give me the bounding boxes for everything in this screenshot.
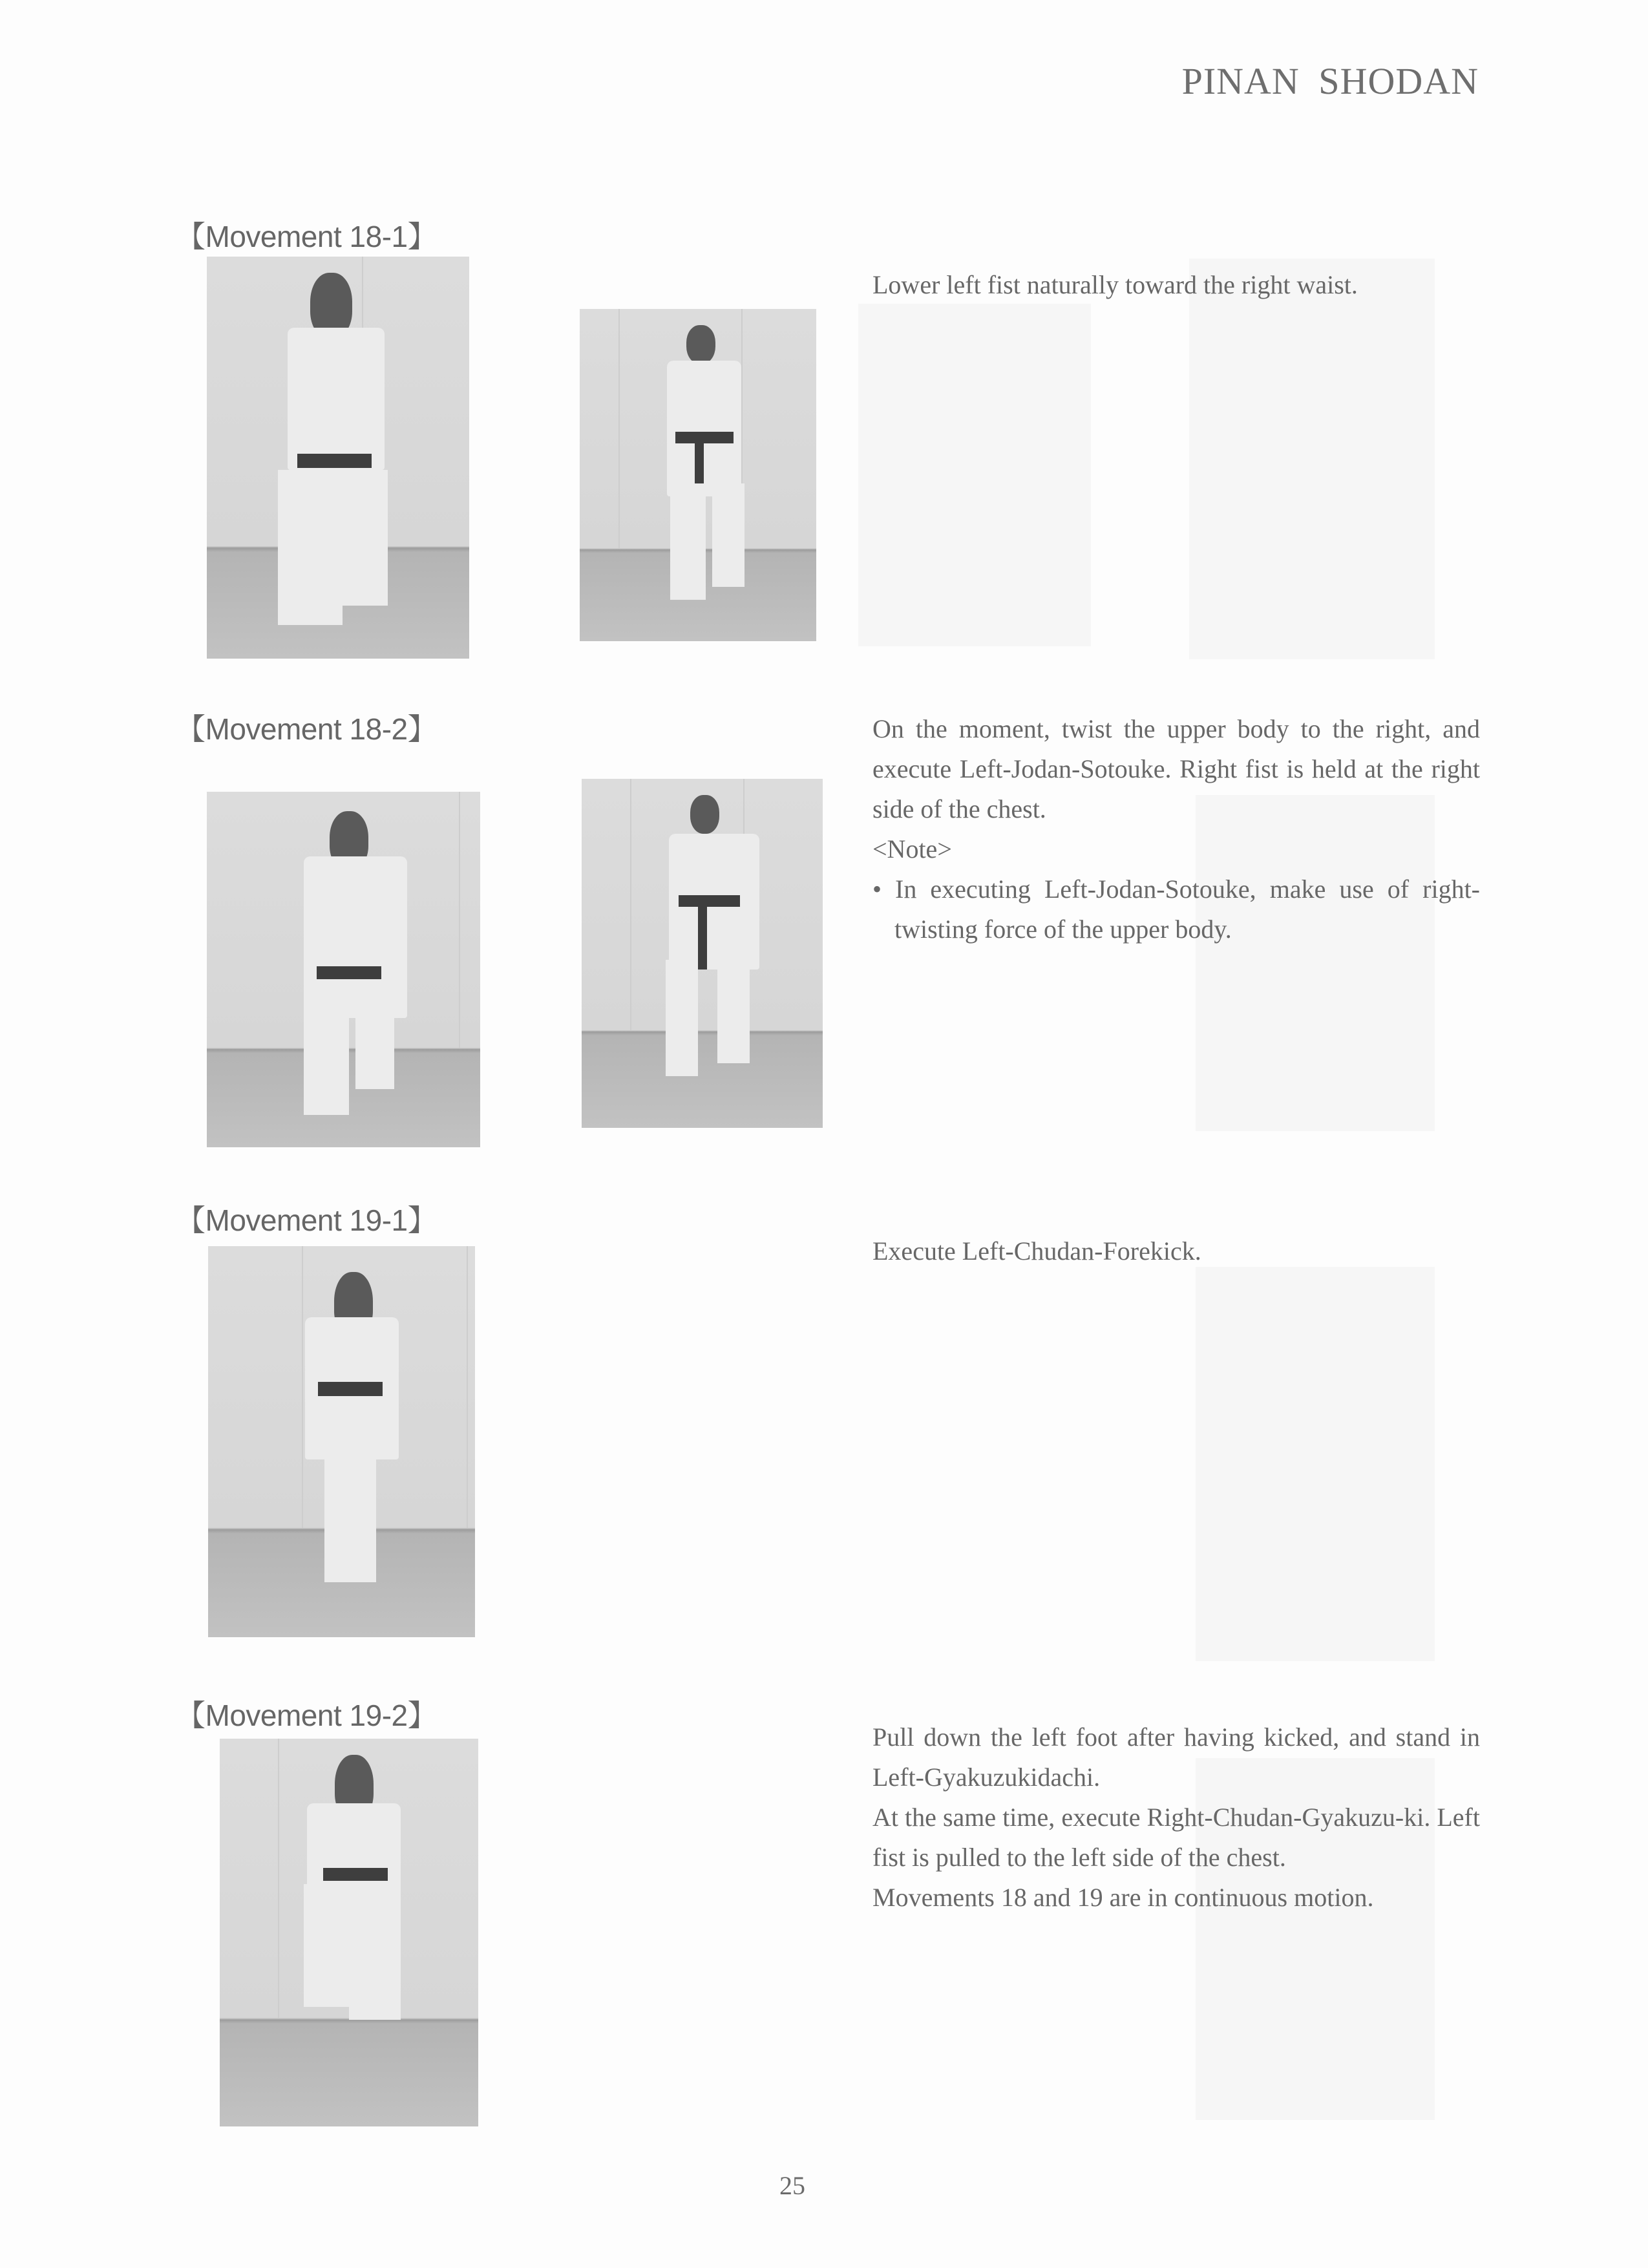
photo-back-view: [208, 1246, 475, 1637]
movement-description: [872, 265, 1480, 305]
photo-front-view: [580, 309, 816, 641]
movement-label: 【Movement 18-1】: [176, 220, 438, 253]
description-line: Pull down the left foot after having kicked, and stand in Left-Gyakuzukidachi.: [872, 1722, 1480, 1792]
photo-back-view: [207, 257, 469, 659]
movement-description: [872, 1717, 1480, 1918]
running-head: PINAN SHODAN: [1181, 60, 1479, 102]
movement-label: 【Movement 19-1】: [176, 1203, 438, 1237]
note-heading: <Note>: [872, 834, 952, 864]
photo-back-view: [207, 792, 480, 1147]
description-line: On the moment, twist the upper body to the right, and execute Left-Jodan-Sotouke. Right fist is held at the right side of the chest.: [872, 714, 1480, 823]
description-line: Execute Left-Chudan-Forekick.: [872, 1236, 1201, 1266]
movement-description: [872, 709, 1480, 949]
description-line: Lower left fist naturally toward the right waist.: [872, 270, 1358, 299]
photo-front-view: [582, 779, 823, 1128]
description-line: Movements 18 and 19 are in continuous motion.: [872, 1883, 1374, 1912]
movement-label: 【Movement 19-2】: [176, 1699, 438, 1732]
show-through-block: [1196, 1267, 1435, 1661]
page-number: 25: [779, 2171, 805, 2200]
movement-label: 【Movement 18-2】: [176, 712, 438, 746]
show-through-block: [1189, 259, 1435, 659]
movement-description: [872, 1231, 1480, 1271]
note-bullet: • In executing Left-Jodan-Sotouke, make use of right-twisting force of the upper body.: [872, 874, 1480, 944]
show-through-block: [858, 304, 1091, 646]
photo-back-view: [220, 1739, 478, 2126]
description-line: At the same time, execute Right-Chudan-Gyakuzu-ki. Left fist is pulled to the left side of the chest.: [872, 1803, 1480, 1872]
